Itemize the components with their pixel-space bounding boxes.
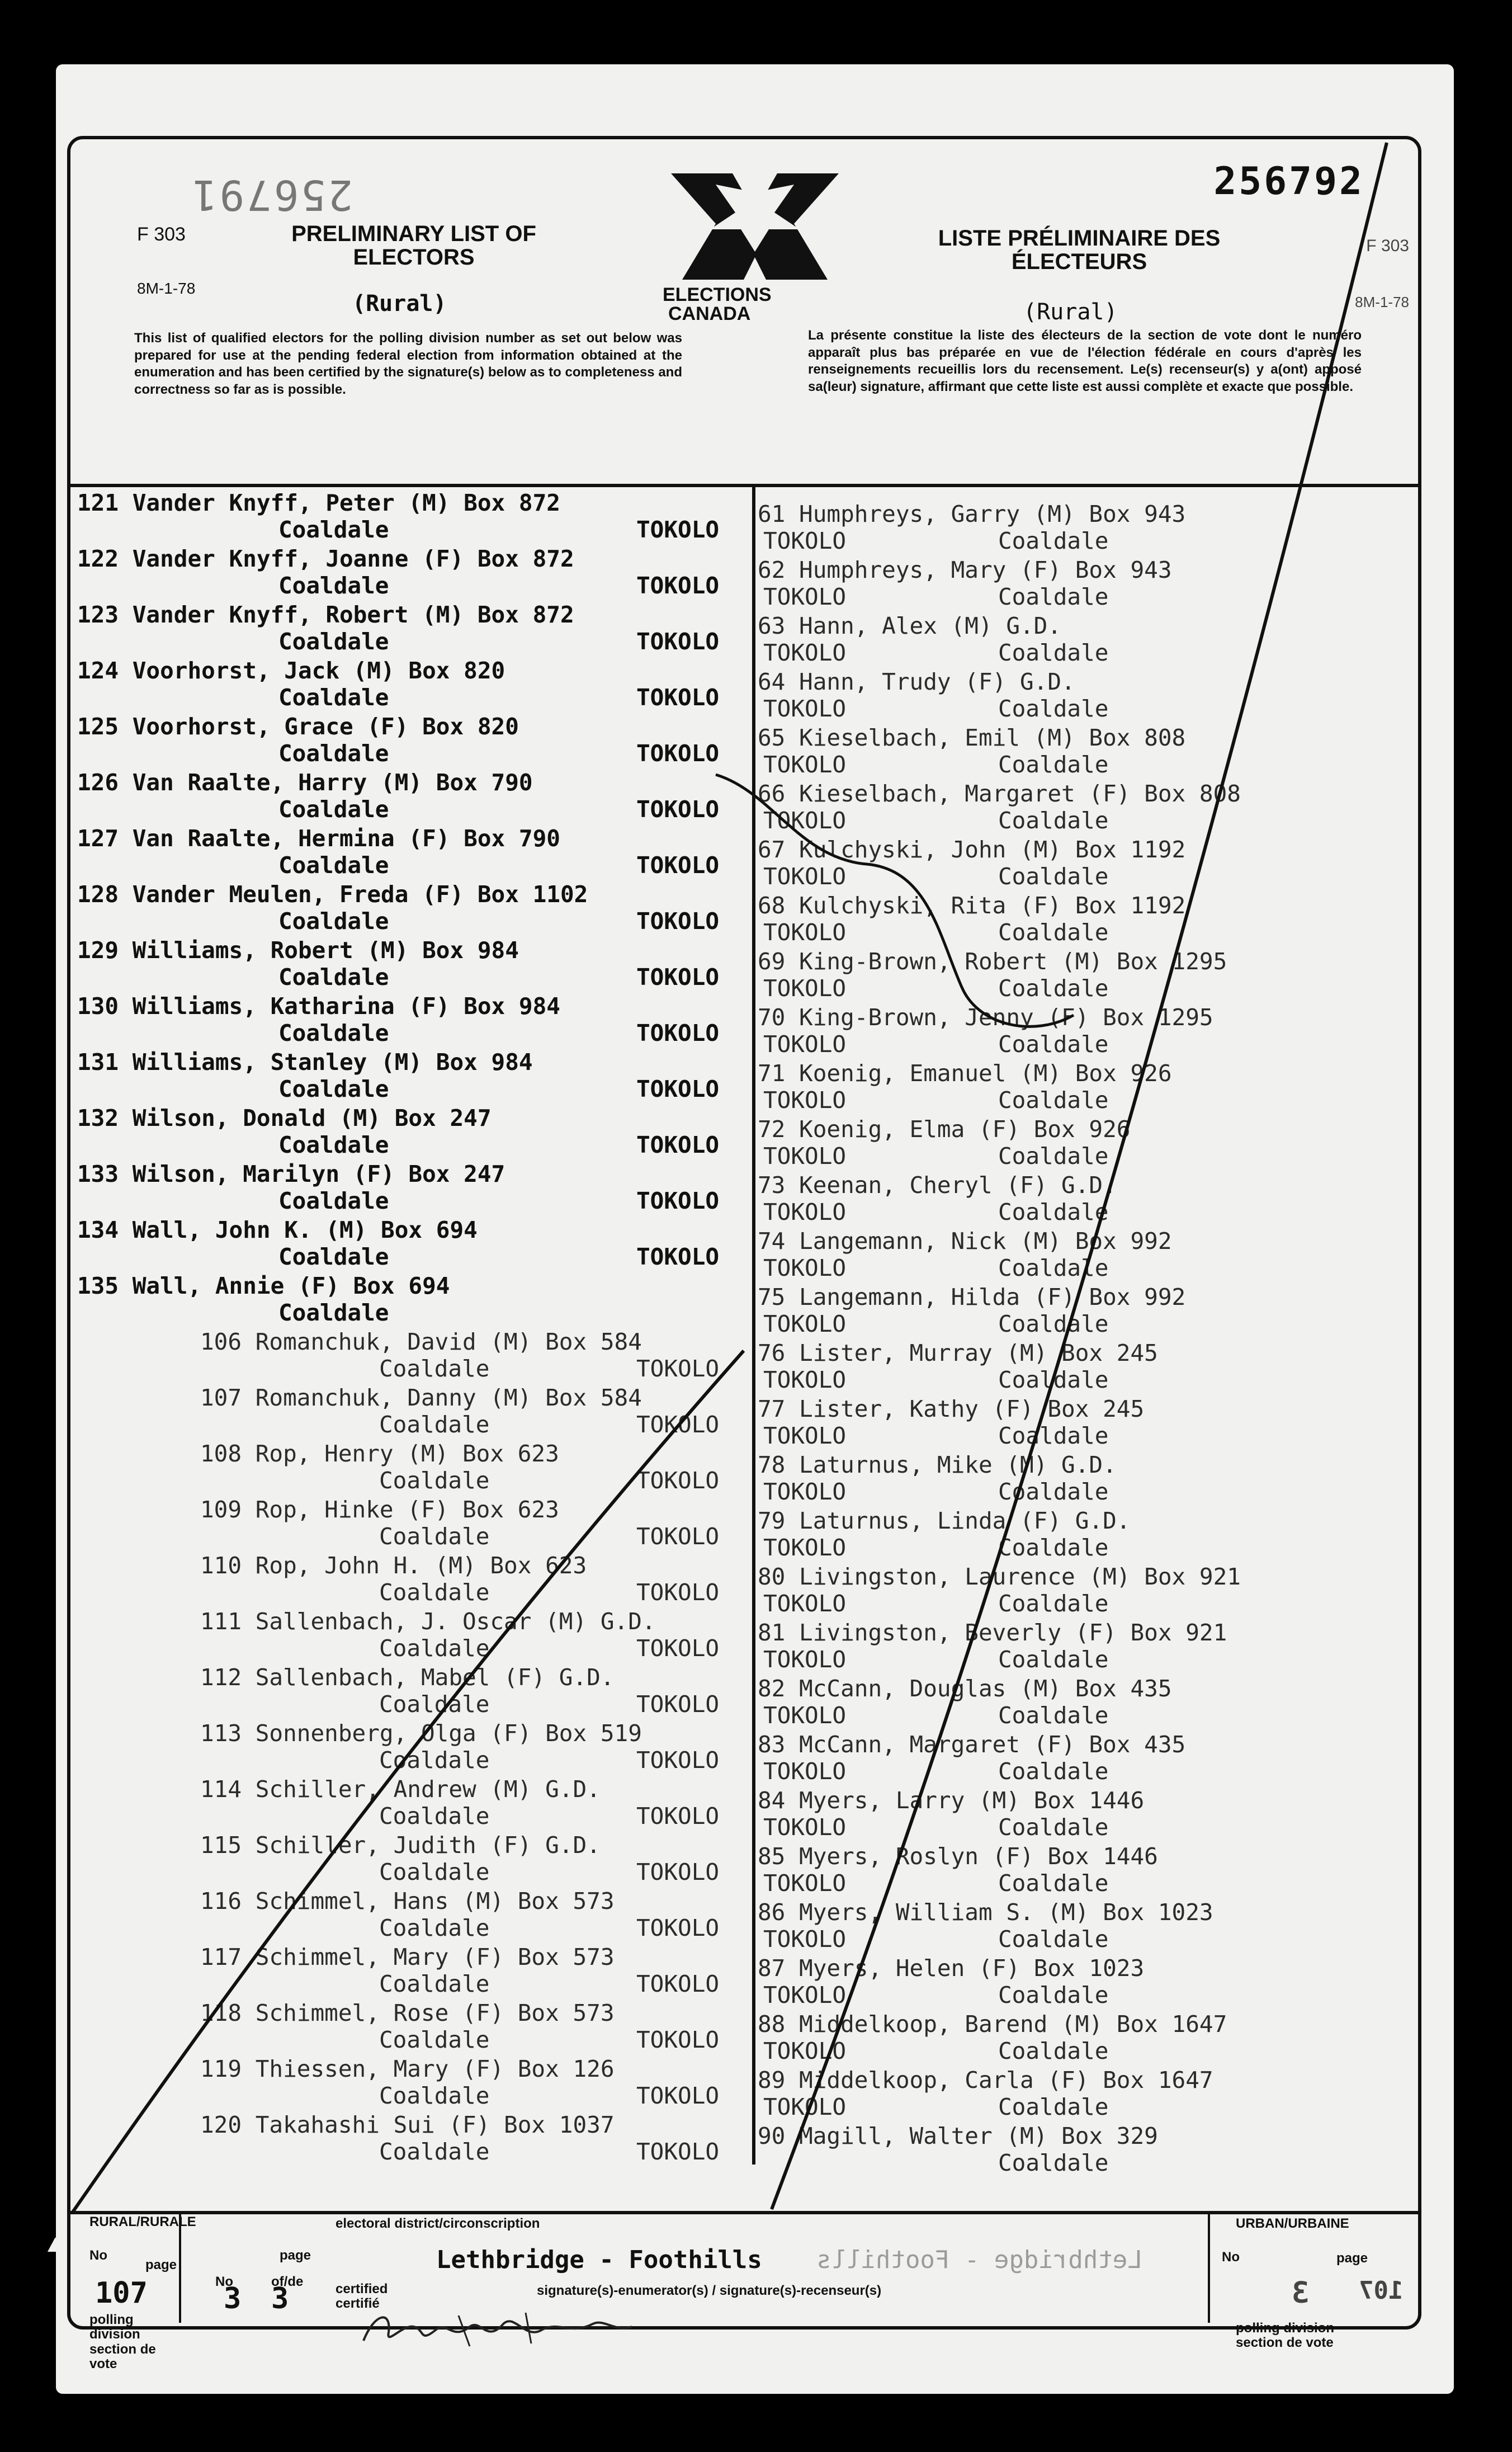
elector-town: Coaldale (278, 852, 389, 879)
elector-locality: TOKOLO (763, 1143, 847, 1170)
list-type-fr: (Rural) (1023, 299, 1118, 325)
intro-text-fr: La présente constitue la liste des électeurs de la section de vote dont le numéro apparaît plus bas préparée en vue de l'élection fédérale en cours d'après les renseignements recueillis lors du recensement. Le(s) recenseur(s) y a(ont) apposé sa(leur) signature, affirmant que cette liste est aussi complète et exacte que possible. (808, 328, 1362, 395)
elector-name-line: 77 Lister, Kathy (F) Box 245 (758, 1395, 1145, 1422)
cancellation-strokes (56, 64, 1454, 2394)
elector-name-line: 122 Vander Knyff, Joanne (F) Box 872 (77, 545, 574, 572)
elector-locality: TOKOLO (636, 572, 720, 599)
elector-town: Coaldale (998, 807, 1109, 834)
elector-town: Coaldale (998, 527, 1109, 554)
elector-locality: TOKOLO (636, 1243, 720, 1270)
elector-name-line: 82 McCann, Douglas (M) Box 435 (758, 1675, 1172, 1702)
form-date: 8M-1-78 (137, 280, 196, 297)
elector-name-line: 65 Kieselbach, Emil (M) Box 808 (758, 724, 1186, 751)
elector-town: Coaldale (379, 1355, 490, 1382)
elector-name-line: 124 Voorhorst, Jack (M) Box 820 (77, 657, 505, 684)
elector-town: Coaldale (379, 1915, 490, 1941)
elector-locality: TOKOLO (763, 1478, 847, 1505)
elector-locality: TOKOLO (636, 1691, 720, 1718)
elector-name-line: 128 Vander Meulen, Freda (F) Box 1102 (77, 881, 588, 908)
elector-town: Coaldale (998, 1366, 1109, 1393)
elector-town: Coaldale (998, 1814, 1109, 1841)
elector-locality: TOKOLO (763, 863, 847, 890)
elector-town: Coaldale (379, 1747, 490, 1774)
elector-town: Coaldale (998, 1982, 1109, 2008)
elector-locality: TOKOLO (763, 919, 847, 946)
serial-number-mirror: 256791 (190, 171, 353, 219)
elector-name-line: 78 Laturnus, Mike (M) G.D. (758, 1451, 1117, 1478)
elector-locality: TOKOLO (763, 695, 847, 722)
elector-town: Coaldale (998, 1534, 1109, 1561)
elector-locality: TOKOLO (636, 1915, 720, 1941)
elector-name-line: 120 Takahashi Sui (F) Box 1037 (200, 2111, 615, 2138)
list-type-en: (Rural) (352, 291, 447, 317)
elector-town: Coaldale (998, 751, 1109, 778)
footer-no-label: No (89, 2248, 107, 2263)
elector-town: Coaldale (998, 975, 1109, 1002)
elector-locality: TOKOLO (763, 639, 847, 666)
elector-town: Coaldale (278, 1299, 389, 1326)
elector-name-line: 76 Lister, Murray (M) Box 245 (758, 1340, 1158, 1366)
elector-town: Coaldale (379, 1859, 490, 1885)
elector-name-line: 64 Hann, Trudy (F) G.D. (758, 668, 1075, 695)
elector-town: Coaldale (278, 1243, 389, 1270)
title-fr-line1: LISTE PRÉLIMINAIRE DES (938, 226, 1221, 251)
elector-name-line: 72 Koenig, Elma (F) Box 926 (758, 1116, 1131, 1143)
elector-town: Coaldale (379, 1523, 490, 1550)
elector-town: Coaldale (998, 2038, 1109, 2064)
elector-locality: TOKOLO (636, 1579, 720, 1606)
elector-name-line: 126 Van Raalte, Harry (M) Box 790 (77, 769, 533, 796)
page-of: 3 (224, 2282, 242, 2316)
elector-locality: TOKOLO (763, 1590, 847, 1617)
elector-town: Coaldale (998, 1310, 1109, 1337)
elector-name-line: 90 Magill, Walter (M) Box 329 (758, 2123, 1158, 2149)
elector-locality: TOKOLO (763, 583, 847, 610)
elector-name-line: 68 Kulchyski, Rita (F) Box 1192 (758, 892, 1186, 919)
elector-town: Coaldale (278, 1187, 389, 1214)
elector-locality: TOKOLO (763, 1310, 847, 1337)
elector-town: Coaldale (379, 2138, 490, 2165)
elector-name-line: 125 Voorhorst, Grace (F) Box 820 (77, 713, 519, 740)
elector-name-line: 106 Romanchuk, David (M) Box 584 (200, 1328, 642, 1355)
elector-name-line: 114 Schiller, Andrew (M) G.D. (200, 1776, 601, 1803)
district-name-mirror: Lethbridge - Foothills (816, 2246, 1142, 2274)
elector-town: Coaldale (998, 695, 1109, 722)
right-page-of: 3 (1292, 2276, 1310, 2310)
elector-locality: TOKOLO (636, 1467, 720, 1494)
elector-name-line: 108 Rop, Henry (M) Box 623 (200, 1440, 559, 1467)
elector-locality: TOKOLO (763, 1087, 847, 1114)
elector-town: Coaldale (998, 1702, 1109, 1729)
elector-name-line: 111 Sallenbach, J. Oscar (M) G.D. (200, 1608, 656, 1635)
elector-locality: TOKOLO (636, 740, 720, 767)
elector-town: Coaldale (379, 1411, 490, 1438)
elector-locality: TOKOLO (636, 1859, 720, 1885)
elector-name-line: 110 Rop, John H. (M) Box 623 (200, 1552, 587, 1579)
urban-label: URBAN/URBAINE (1236, 2216, 1349, 2231)
elector-name-line: 81 Livingston, Beverly (F) Box 921 (758, 1619, 1227, 1646)
elector-town: Coaldale (278, 908, 389, 935)
elector-name-line: 116 Schimmel, Hans (M) Box 573 (200, 1888, 615, 1915)
signature-label: signature(s)-enumerator(s) / signature(s)-recenseur(s) (537, 2283, 882, 2298)
elector-locality: TOKOLO (636, 1523, 720, 1550)
elector-town: Coaldale (379, 1970, 490, 1997)
elector-name-line: 132 Wilson, Donald (M) Box 247 (77, 1105, 492, 1131)
title-fr-line2: ÉLECTEURS (1011, 249, 1147, 274)
elector-town: Coaldale (998, 1646, 1109, 1673)
elector-locality: TOKOLO (763, 1255, 847, 1281)
elector-town: Coaldale (379, 2026, 490, 2053)
elector-name-line: 62 Humphreys, Mary (F) Box 943 (758, 557, 1172, 583)
elector-locality: TOKOLO (763, 975, 847, 1002)
certified-label: certified certifié (336, 2281, 388, 2312)
elector-town: Coaldale (278, 684, 389, 711)
elector-locality: TOKOLO (636, 516, 720, 543)
elector-town: Coaldale (998, 1143, 1109, 1170)
elector-name-line: 88 Middelkoop, Barend (M) Box 1647 (758, 2011, 1227, 2038)
elector-name-line: 135 Wall, Annie (F) Box 694 (77, 1272, 450, 1299)
elector-locality: TOKOLO (763, 1982, 847, 2008)
elector-locality: TOKOLO (763, 2038, 847, 2064)
elector-locality: TOKOLO (763, 1534, 847, 1561)
footer-page-label-right: page (1336, 2251, 1368, 2266)
elector-locality: TOKOLO (763, 807, 847, 834)
elector-name-line: 134 Wall, John K. (M) Box 694 (77, 1216, 478, 1243)
elector-town: Coaldale (998, 2149, 1109, 2176)
elector-town: Coaldale (278, 964, 389, 991)
title-en-line1: PRELIMINARY LIST OF (291, 221, 536, 246)
elector-locality: TOKOLO (763, 1814, 847, 1841)
elector-town: Coaldale (998, 639, 1109, 666)
elector-town: Coaldale (278, 796, 389, 823)
elector-name-line: 87 Myers, Helen (F) Box 1023 (758, 1955, 1145, 1982)
elector-name-line: 89 Middelkoop, Carla (F) Box 1647 (758, 2067, 1213, 2093)
footer-no-label-right: No (1222, 2250, 1240, 2265)
elector-town: Coaldale (278, 1131, 389, 1158)
elector-locality: TOKOLO (636, 1411, 720, 1438)
form-date-fr: 8M-1-78 (1355, 294, 1409, 310)
elector-town: Coaldale (998, 1031, 1109, 1058)
elector-locality: TOKOLO (763, 751, 847, 778)
elector-town: Coaldale (998, 1478, 1109, 1505)
elector-locality: TOKOLO (636, 796, 720, 823)
right-page-number: 107 (1359, 2276, 1404, 2305)
elector-name-line: 71 Koenig, Emanuel (M) Box 926 (758, 1060, 1172, 1087)
elector-locality: TOKOLO (763, 1646, 847, 1673)
elector-town: Coaldale (379, 1467, 490, 1494)
elector-town: Coaldale (278, 1076, 389, 1102)
elector-name-line: 74 Langemann, Nick (M) Box 992 (758, 1228, 1172, 1255)
district-name: Lethbridge - Foothills (436, 2246, 762, 2274)
elector-locality: TOKOLO (763, 1422, 847, 1449)
elector-name-line: 85 Myers, Roslyn (F) Box 1446 (758, 1843, 1158, 1870)
page-number: 107 (95, 2276, 148, 2310)
footer-no-label-2: No (215, 2274, 233, 2289)
elector-locality: TOKOLO (636, 1970, 720, 1997)
elector-town: Coaldale (998, 2093, 1109, 2120)
elector-locality: TOKOLO (636, 1355, 720, 1382)
elector-town: Coaldale (998, 583, 1109, 610)
elector-name-line: 63 Hann, Alex (M) G.D. (758, 612, 1062, 639)
elector-name-line: 123 Vander Knyff, Robert (M) Box 872 (77, 601, 574, 628)
elector-town: Coaldale (278, 740, 389, 767)
footer-page-label-2: page (280, 2248, 311, 2263)
elector-town: Coaldale (379, 1691, 490, 1718)
elector-locality: TOKOLO (763, 1702, 847, 1729)
elector-locality: TOKOLO (636, 852, 720, 879)
elector-locality: TOKOLO (763, 1870, 847, 1897)
elector-locality: TOKOLO (636, 1747, 720, 1774)
elector-name-line: 115 Schiller, Judith (F) G.D. (200, 1832, 601, 1859)
elector-name-line: 61 Humphreys, Garry (M) Box 943 (758, 501, 1186, 527)
elector-town: Coaldale (278, 1020, 389, 1046)
elector-town: Coaldale (998, 863, 1109, 890)
page-of-total: 3 (271, 2282, 289, 2316)
margin-arrow-mark (48, 2237, 63, 2252)
form-number-fr: F 303 (1366, 237, 1409, 255)
elector-name-line: 127 Van Raalte, Hermina (F) Box 790 (77, 825, 560, 852)
polling-division-label: polling division section de vote (89, 2312, 156, 2372)
elector-locality: TOKOLO (636, 964, 720, 991)
elector-town: Coaldale (998, 1870, 1109, 1897)
intro-text-en: This list of qualified electors for the polling division number as set out below was prepared for use at the pending federal election from information obtained at the enumeration and has been certified by the signature(s) below as to completeness and correctness so far as is possible. (134, 331, 682, 398)
elector-town: Coaldale (998, 1590, 1109, 1617)
elector-name-line: 84 Myers, Larry (M) Box 1446 (758, 1787, 1145, 1814)
elector-name-line: 80 Livingston, Laurence (M) Box 921 (758, 1563, 1241, 1590)
elector-town: Coaldale (998, 1255, 1109, 1281)
elector-town: Coaldale (278, 572, 389, 599)
serial-number: 256792 (1213, 159, 1364, 204)
of-label: of/de (271, 2274, 304, 2289)
elector-locality: TOKOLO (636, 908, 720, 935)
elector-name-line: 67 Kulchyski, John (M) Box 1192 (758, 836, 1186, 863)
elector-name-line: 113 Sonnenberg, Olga (F) Box 519 (200, 1720, 642, 1747)
elector-locality: TOKOLO (636, 1635, 720, 1662)
elector-locality: TOKOLO (763, 1926, 847, 1953)
elector-locality: TOKOLO (636, 1131, 720, 1158)
elector-locality: TOKOLO (636, 628, 720, 655)
elector-name-line: 131 Williams, Stanley (M) Box 984 (77, 1049, 533, 1076)
elector-locality: TOKOLO (636, 2026, 720, 2053)
elector-name-line: 75 Langemann, Hilda (F) Box 992 (758, 1284, 1186, 1310)
elector-locality: TOKOLO (763, 1199, 847, 1225)
elector-town: Coaldale (998, 1199, 1109, 1225)
elector-name-line: 69 King-Brown, Robert (M) Box 1295 (758, 948, 1227, 975)
logo-wordmark: ELECTIONS CANADA (663, 284, 772, 324)
elector-locality: TOKOLO (763, 1366, 847, 1393)
elector-town: Coaldale (998, 1087, 1109, 1114)
elector-town: Coaldale (379, 1803, 490, 1829)
elector-name-line: 83 McCann, Margaret (F) Box 435 (758, 1731, 1186, 1758)
elector-locality: TOKOLO (636, 1187, 720, 1214)
elector-name-line: 86 Myers, William S. (M) Box 1023 (758, 1899, 1213, 1926)
elector-locality: TOKOLO (636, 684, 720, 711)
electors-list-sheet (56, 64, 1454, 2394)
elector-name-line: 133 Wilson, Marilyn (F) Box 247 (77, 1161, 505, 1187)
elector-town: Coaldale (379, 1635, 490, 1662)
elector-name-line: 79 Laturnus, Linda (F) G.D. (758, 1507, 1131, 1534)
rural-label: RURAL/RURALE (89, 2214, 196, 2229)
title-en-line2: ELECTORS (353, 245, 475, 270)
elector-name-line: 112 Sallenbach, Mabel (F) G.D. (200, 1664, 615, 1691)
elector-town: Coaldale (998, 919, 1109, 946)
footer-page-label: page (145, 2257, 177, 2272)
elector-name-line: 118 Schimmel, Rose (F) Box 573 (200, 2000, 615, 2026)
elector-town: Coaldale (998, 1926, 1109, 1953)
elector-name-line: 70 King-Brown, Jenny (F) Box 1295 (758, 1004, 1213, 1031)
district-label: electoral district/circonscription (336, 2216, 540, 2231)
elector-name-line: 117 Schimmel, Mary (F) Box 573 (200, 1944, 615, 1970)
elector-town: Coaldale (379, 2082, 490, 2109)
elector-town: Coaldale (379, 1579, 490, 1606)
elector-name-line: 73 Keenan, Cheryl (F) G.D. (758, 1172, 1117, 1199)
elector-town: Coaldale (278, 516, 389, 543)
elector-town: Coaldale (278, 628, 389, 655)
elector-town: Coaldale (998, 1422, 1109, 1449)
elector-locality: TOKOLO (636, 2138, 720, 2165)
elector-locality: TOKOLO (763, 527, 847, 554)
polling-division-label-right: polling division section de vote (1236, 2321, 1334, 2351)
elector-locality: TOKOLO (763, 1758, 847, 1785)
elector-locality: TOKOLO (763, 1031, 847, 1058)
elector-name-line: 109 Rop, Hinke (F) Box 623 (200, 1496, 559, 1523)
elector-town: Coaldale (998, 1758, 1109, 1785)
elector-locality: TOKOLO (636, 1020, 720, 1046)
elector-name-line: 129 Williams, Robert (M) Box 984 (77, 937, 519, 964)
elector-name-line: 121 Vander Knyff, Peter (M) Box 872 (77, 489, 560, 516)
elector-name-line: 119 Thiessen, Mary (F) Box 126 (200, 2055, 615, 2082)
elector-name-line: 66 Kieselbach, Margaret (F) Box 808 (758, 780, 1241, 807)
elector-locality: TOKOLO (636, 2082, 720, 2109)
elector-name-line: 130 Williams, Katharina (F) Box 984 (77, 993, 560, 1020)
elector-locality: TOKOLO (636, 1803, 720, 1829)
elector-locality: TOKOLO (763, 2093, 847, 2120)
elector-name-line: 107 Romanchuk, Danny (M) Box 584 (200, 1384, 642, 1411)
elector-locality: TOKOLO (636, 1076, 720, 1102)
form-number: F 303 (137, 224, 186, 245)
